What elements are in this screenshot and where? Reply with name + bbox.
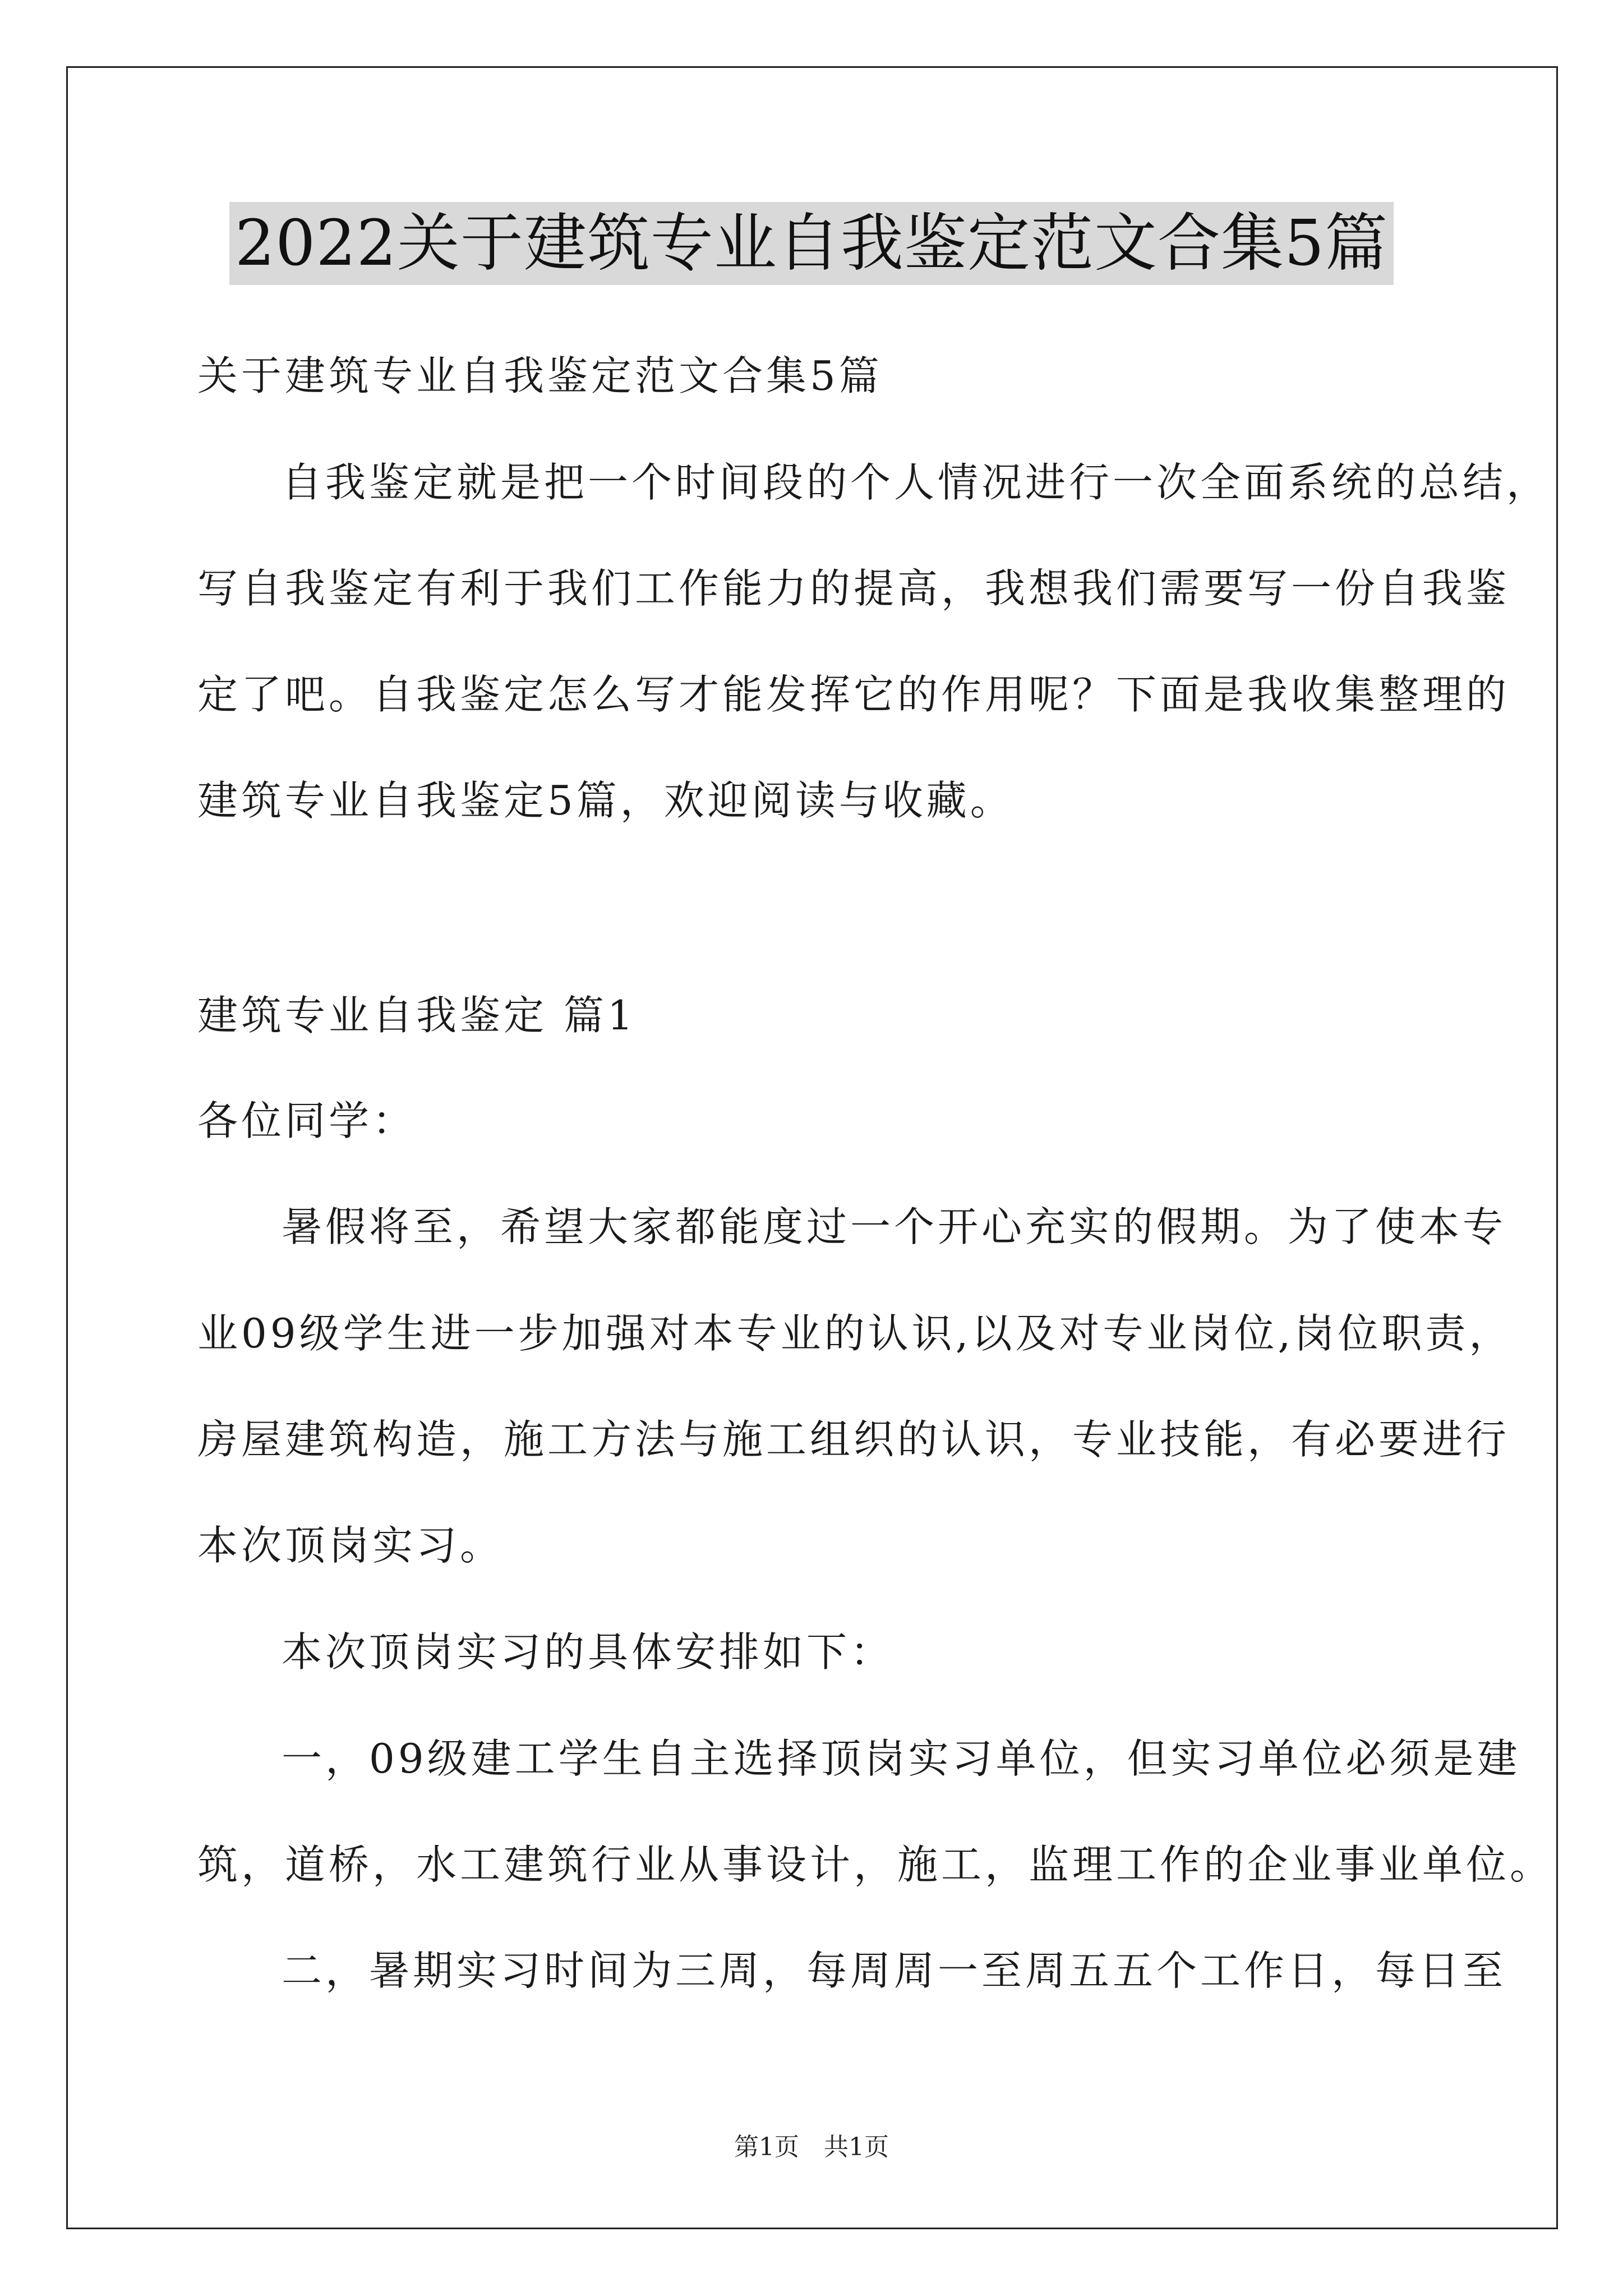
paragraph-1-line-4: 本次顶岗实习。 bbox=[197, 1522, 504, 1569]
title-container bbox=[0, 202, 1623, 285]
greeting: 各位同学： bbox=[197, 1097, 417, 1144]
intro-line-1: 自我鉴定就是把一个时间段的个人情况进行一次全面系统的总结， bbox=[282, 459, 1551, 506]
paragraph-3-line-1: 一，09级建工学生自主选择顶岗实习单位，但实习单位必须是建 bbox=[282, 1735, 1521, 1782]
paragraph-2: 本次顶岗实习的具体安排如下： bbox=[282, 1628, 895, 1676]
paragraph-3-line-2: 筑，道桥，水工建筑行业从事设计，施工，监理工作的企业事业单位。 bbox=[197, 1841, 1554, 1888]
paragraph-1-line-1: 暑假将至，希望大家都能度过一个开心充实的假期。为了使本专 bbox=[282, 1203, 1507, 1250]
document-title: 2022关于建筑专业自我鉴定范文合集5篇 bbox=[229, 202, 1394, 285]
intro-line-2: 写自我鉴定有利于我们工作能力的提高，我想我们需要写一份自我鉴 bbox=[197, 565, 1510, 612]
paragraph-1-line-3: 房屋建筑构造，施工方法与施工组织的认识，专业技能，有必要进行 bbox=[197, 1416, 1510, 1463]
section-heading: 建筑专业自我鉴定 篇1 bbox=[197, 992, 637, 1039]
intro-line-3: 定了吧。自我鉴定怎么写才能发挥它的作用呢？下面是我收集整理的 bbox=[197, 671, 1510, 718]
intro-line-4: 建筑专业自我鉴定5篇，欢迎阅读与收藏。 bbox=[197, 777, 1014, 824]
paragraph-1-line-2: 业09级学生进一步加强对本专业的认识,以及对专业岗位,岗位职责， bbox=[197, 1310, 1513, 1357]
paragraph-4: 二，暑期实习时间为三周，每周周一至周五五个工作日，每日至 bbox=[282, 1947, 1507, 1994]
page-number-footer: 第1页 共1页 bbox=[734, 2133, 889, 2161]
document-subtitle: 关于建筑专业自我鉴定范文合集5篇 bbox=[197, 352, 883, 399]
